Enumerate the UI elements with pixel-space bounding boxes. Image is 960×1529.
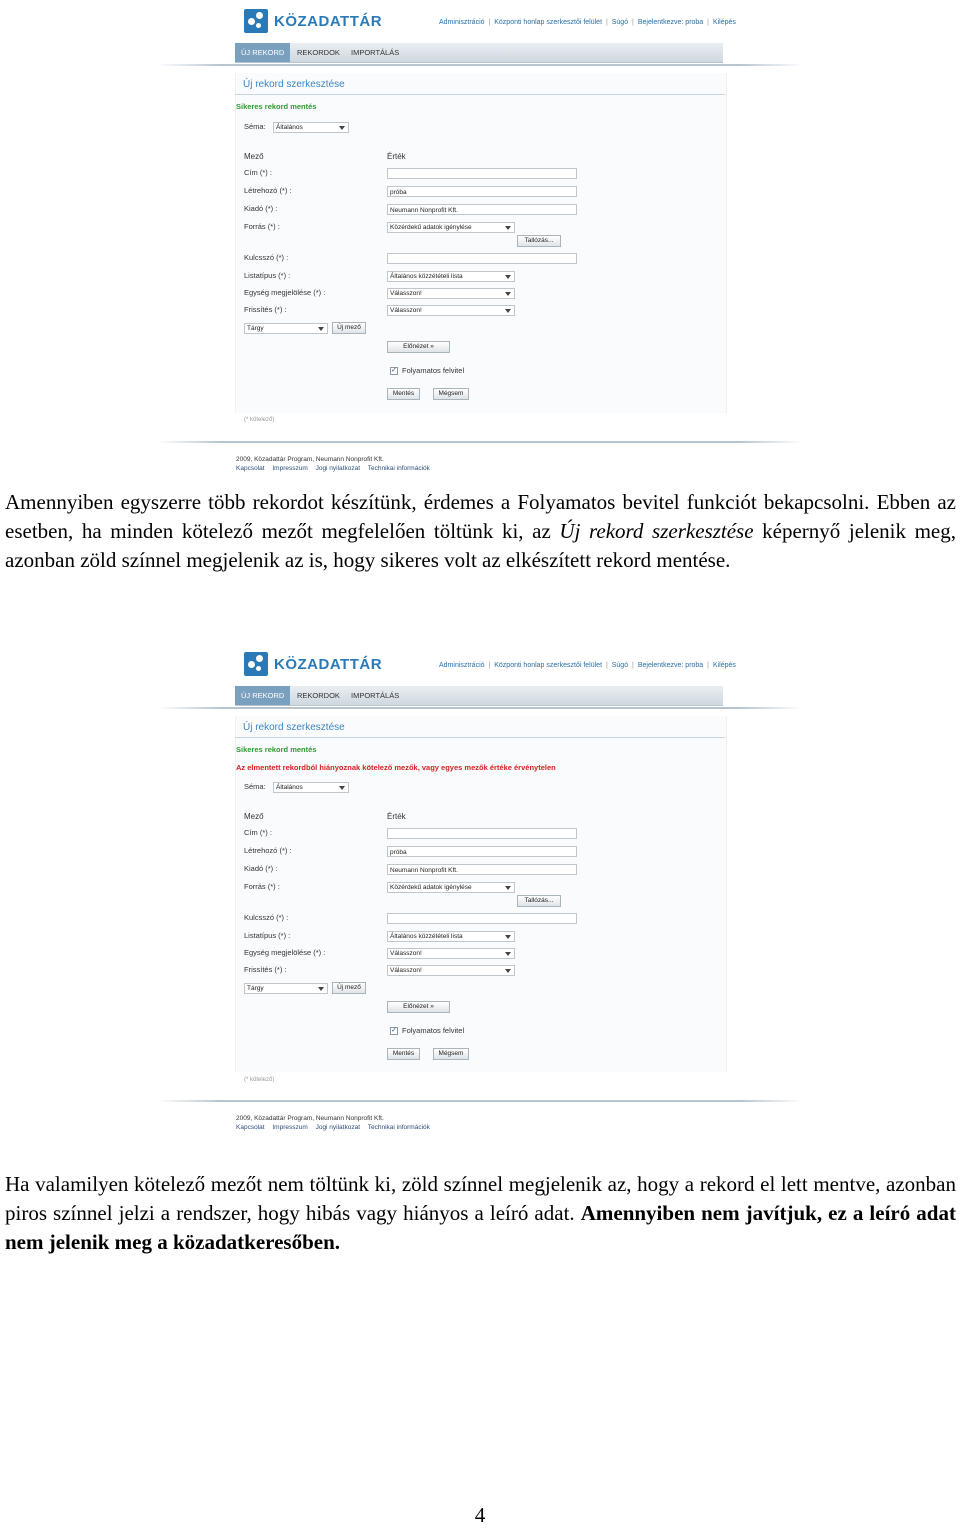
chevron-down-icon: [318, 987, 324, 991]
tallozas-button[interactable]: Tallózás...: [517, 235, 561, 247]
warning-bold-text: Amennyiben nem javítjuk, ez a leíró adat nem jelenik meg a közadatkeresőben.: [5, 1201, 956, 1254]
kozadattar-logo[interactable]: [243, 648, 382, 680]
tallozas-button[interactable]: Tallózás...: [517, 895, 561, 907]
screenshot-1: [157, 5, 803, 477]
label-egyseg: Egység megjelölése (*) :: [244, 948, 326, 957]
footer-link-jogi[interactable]: Jogi nyilatkozat: [315, 1124, 361, 1131]
logged-in-user[interactable]: Bejelentkezve: proba: [637, 19, 704, 26]
label-cim: Cím (*) :: [244, 828, 272, 837]
chevron-down-icon: [318, 327, 324, 331]
footer-rule: [157, 1100, 803, 1102]
top-links: Adminisztráció | Központi honlap szerkesztői felület | Súgó | Bejelentkezve: proba | Kilépés: [439, 662, 736, 669]
footer-link-jogi[interactable]: Jogi nyilatkozat: [315, 465, 361, 472]
link-sugo[interactable]: Súgó: [611, 662, 629, 669]
label-letrehozo: Létrehozó (*) :: [244, 846, 292, 855]
continuous-input-label: Folyamatos felvitel: [402, 1026, 465, 1035]
page-title: Új rekord szerkesztése: [243, 722, 345, 733]
tab-uj-rekord[interactable]: ÚJ REKORD: [235, 686, 290, 705]
tab-uj-rekord[interactable]: ÚJ REKORD: [235, 43, 290, 62]
preview-button[interactable]: Előnézet »: [387, 1001, 450, 1013]
page-number: 4: [474, 1503, 486, 1527]
col-header-field: Mező: [244, 152, 264, 161]
footer-link-kapcsolat[interactable]: Kapcsolat: [236, 465, 265, 472]
schema-select[interactable]: Általános: [273, 782, 349, 793]
new-field-button[interactable]: Új mező: [332, 322, 366, 334]
header-rule: [157, 707, 803, 709]
kozadattar-logo[interactable]: [243, 5, 382, 37]
save-button[interactable]: Mentés: [387, 1048, 420, 1060]
logo-icon: [243, 651, 269, 677]
chevron-down-icon: [505, 309, 511, 313]
label-listatipus: Listatípus (*) :: [244, 931, 291, 940]
input-kiado[interactable]: Neumann Nonprofit Kft.: [387, 204, 577, 215]
footer-link-technikai[interactable]: Technikai információk: [367, 465, 430, 472]
tab-rekordok[interactable]: REKORDOK: [297, 691, 340, 700]
chevron-down-icon: [505, 952, 511, 956]
success-message: Sikeres rekord mentés: [236, 745, 317, 754]
input-kiado[interactable]: Neumann Nonprofit Kft.: [387, 864, 577, 875]
footer-link-impresszum[interactable]: Impresszum: [272, 1124, 308, 1131]
col-header-value: Érték: [387, 812, 406, 821]
required-note: (* kötelező): [244, 417, 275, 423]
link-sugo[interactable]: Súgó: [611, 19, 629, 26]
page-title: Új rekord szerkesztése: [243, 79, 345, 90]
chevron-down-icon: [505, 275, 511, 279]
emphasis-uj-rekord: Új rekord szerkesztése: [559, 519, 754, 543]
footer-copyright: 2009, Közadattár Program, Neumann Nonprofit Kft.: [236, 1115, 384, 1122]
select-forras[interactable]: Közérdekű adatok igénylése: [387, 222, 515, 233]
col-header-value: Érték: [387, 152, 406, 161]
top-links: Adminisztráció | Központi honlap szerkesztői felület | Súgó | Bejelentkezve: proba | Kilépés: [439, 19, 736, 26]
logo-text: KÖZADATTÁR: [274, 12, 383, 30]
chevron-down-icon: [505, 226, 511, 230]
input-letrehozo[interactable]: próba: [387, 846, 577, 857]
label-letrehozo: Létrehozó (*) :: [244, 186, 292, 195]
nav-bar: [235, 686, 723, 706]
footer-link-kapcsolat[interactable]: Kapcsolat: [236, 1124, 265, 1131]
select-forras[interactable]: Közérdekű adatok igénylése: [387, 882, 515, 893]
title-underline: [235, 737, 725, 738]
select-egyseg[interactable]: Válasszon!: [387, 948, 515, 959]
label-frissites: Frissítés (*) :: [244, 305, 287, 314]
continuous-input-checkbox[interactable]: ✓: [391, 1027, 397, 1034]
label-forras: Forrás (*) :: [244, 222, 280, 231]
screenshot-2: [157, 648, 803, 1138]
input-kulcsszo[interactable]: [387, 253, 577, 264]
new-field-button[interactable]: Új mező: [332, 982, 366, 994]
link-adminisztracio[interactable]: Adminisztráció: [439, 19, 485, 26]
label-kulcsszo: Kulcsszó (*) :: [244, 253, 289, 262]
input-cim[interactable]: [387, 168, 577, 179]
nav-bar: [235, 43, 723, 63]
select-listatipus[interactable]: Általános közzétételi lista: [387, 931, 515, 942]
select-frissites[interactable]: Válasszon!: [387, 965, 515, 976]
label-forras: Forrás (*) :: [244, 882, 280, 891]
label-kiado: Kiadó (*) :: [244, 204, 278, 213]
link-kilepes[interactable]: Kilépés: [712, 19, 736, 26]
error-message: Az elmentett rekordból hiányoznak kötelező mezők, vagy egyes mezők értéke érvénytelen: [236, 763, 556, 772]
select-egyseg[interactable]: Válasszon!: [387, 288, 515, 299]
chevron-down-icon: [505, 935, 511, 939]
logo-text: KÖZADATTÁR: [274, 655, 383, 673]
input-cim[interactable]: [387, 828, 577, 839]
label-cim: Cím (*) :: [244, 168, 272, 177]
col-header-field: Mező: [244, 812, 264, 821]
paragraph-1: Amennyiben egyszerre több rekordot készítünk, érdemes a Folyamatos bevitel funkciót bekapcsolni. Ebben az esetben, ha minden kötelező mezőt megfelelően töltünk ki, az Új rekord szerkesztése képernyő jelenik meg, azonban zöld színnel megjelenik az is, hogy sikeres volt az elkészített rekord mentése.: [5, 490, 957, 572]
select-targy[interactable]: Tárgy: [244, 983, 328, 994]
input-kulcsszo[interactable]: [387, 913, 577, 924]
cancel-button[interactable]: Mégsem: [433, 388, 469, 400]
save-button[interactable]: Mentés: [387, 388, 420, 400]
footer-rule: [157, 441, 803, 443]
chevron-down-icon: [505, 886, 511, 890]
link-kozponti-honlap[interactable]: Központi honlap szerkesztői felület: [494, 19, 603, 26]
chevron-down-icon: [505, 969, 511, 973]
label-egyseg: Egység megjelölése (*) :: [244, 288, 326, 297]
link-kozponti-honlap[interactable]: Központi honlap szerkesztői felület: [494, 662, 603, 669]
tab-rekordok[interactable]: REKORDOK: [297, 48, 340, 57]
required-note: (* kötelező): [244, 1077, 275, 1083]
label-kulcsszo: Kulcsszó (*) :: [244, 913, 289, 922]
logo-icon: [243, 8, 269, 34]
footer-links: [236, 1124, 436, 1131]
footer-link-technikai[interactable]: Technikai információk: [367, 1124, 430, 1131]
select-listatipus[interactable]: Általános közzétételi lista: [387, 271, 515, 282]
link-kilepes[interactable]: Kilépés: [712, 662, 736, 669]
schema-label: Séma:: [244, 782, 266, 791]
footer-links: [236, 465, 436, 472]
label-frissites: Frissítés (*) :: [244, 965, 287, 974]
tab-importalas[interactable]: IMPORTÁLÁS: [351, 48, 400, 57]
logged-in-user[interactable]: Bejelentkezve: proba: [637, 662, 704, 669]
select-targy[interactable]: Tárgy: [244, 323, 328, 334]
continuous-input-label: Folyamatos felvitel: [402, 366, 465, 375]
schema-select[interactable]: Általános: [273, 122, 349, 133]
label-listatipus: Listatípus (*) :: [244, 271, 291, 280]
continuous-input-checkbox[interactable]: ✓: [391, 367, 397, 374]
paragraph-2: Ha valamilyen kötelező mezőt nem töltünk ki, zöld színnel megjelenik az, hogy a rekord el lett mentve, azonban piros színnel jelzi a rendszer, hogy hibás vagy hiányos a leíró adat. Amennyiben nem javítjuk, ez a leíró adat nem jelenik meg a közadatkeresőben.: [5, 1172, 956, 1254]
footer-copyright: 2009, Közadattár Program, Neumann Nonprofit Kft.: [236, 456, 384, 463]
title-underline: [235, 94, 725, 95]
success-message: Sikeres rekord mentés: [236, 102, 317, 111]
header-rule: [157, 64, 803, 66]
preview-button[interactable]: Előnézet »: [387, 341, 450, 353]
tab-importalas[interactable]: IMPORTÁLÁS: [351, 691, 400, 700]
footer-link-impresszum[interactable]: Impresszum: [272, 465, 308, 472]
label-kiado: Kiadó (*) :: [244, 864, 278, 873]
chevron-down-icon: [339, 786, 345, 790]
input-letrehozo[interactable]: próba: [387, 186, 577, 197]
link-adminisztracio[interactable]: Adminisztráció: [439, 662, 485, 669]
cancel-button[interactable]: Mégsem: [433, 1048, 469, 1060]
select-frissites[interactable]: Válasszon!: [387, 305, 515, 316]
chevron-down-icon: [339, 126, 345, 130]
schema-label: Séma:: [244, 122, 266, 131]
chevron-down-icon: [505, 292, 511, 296]
